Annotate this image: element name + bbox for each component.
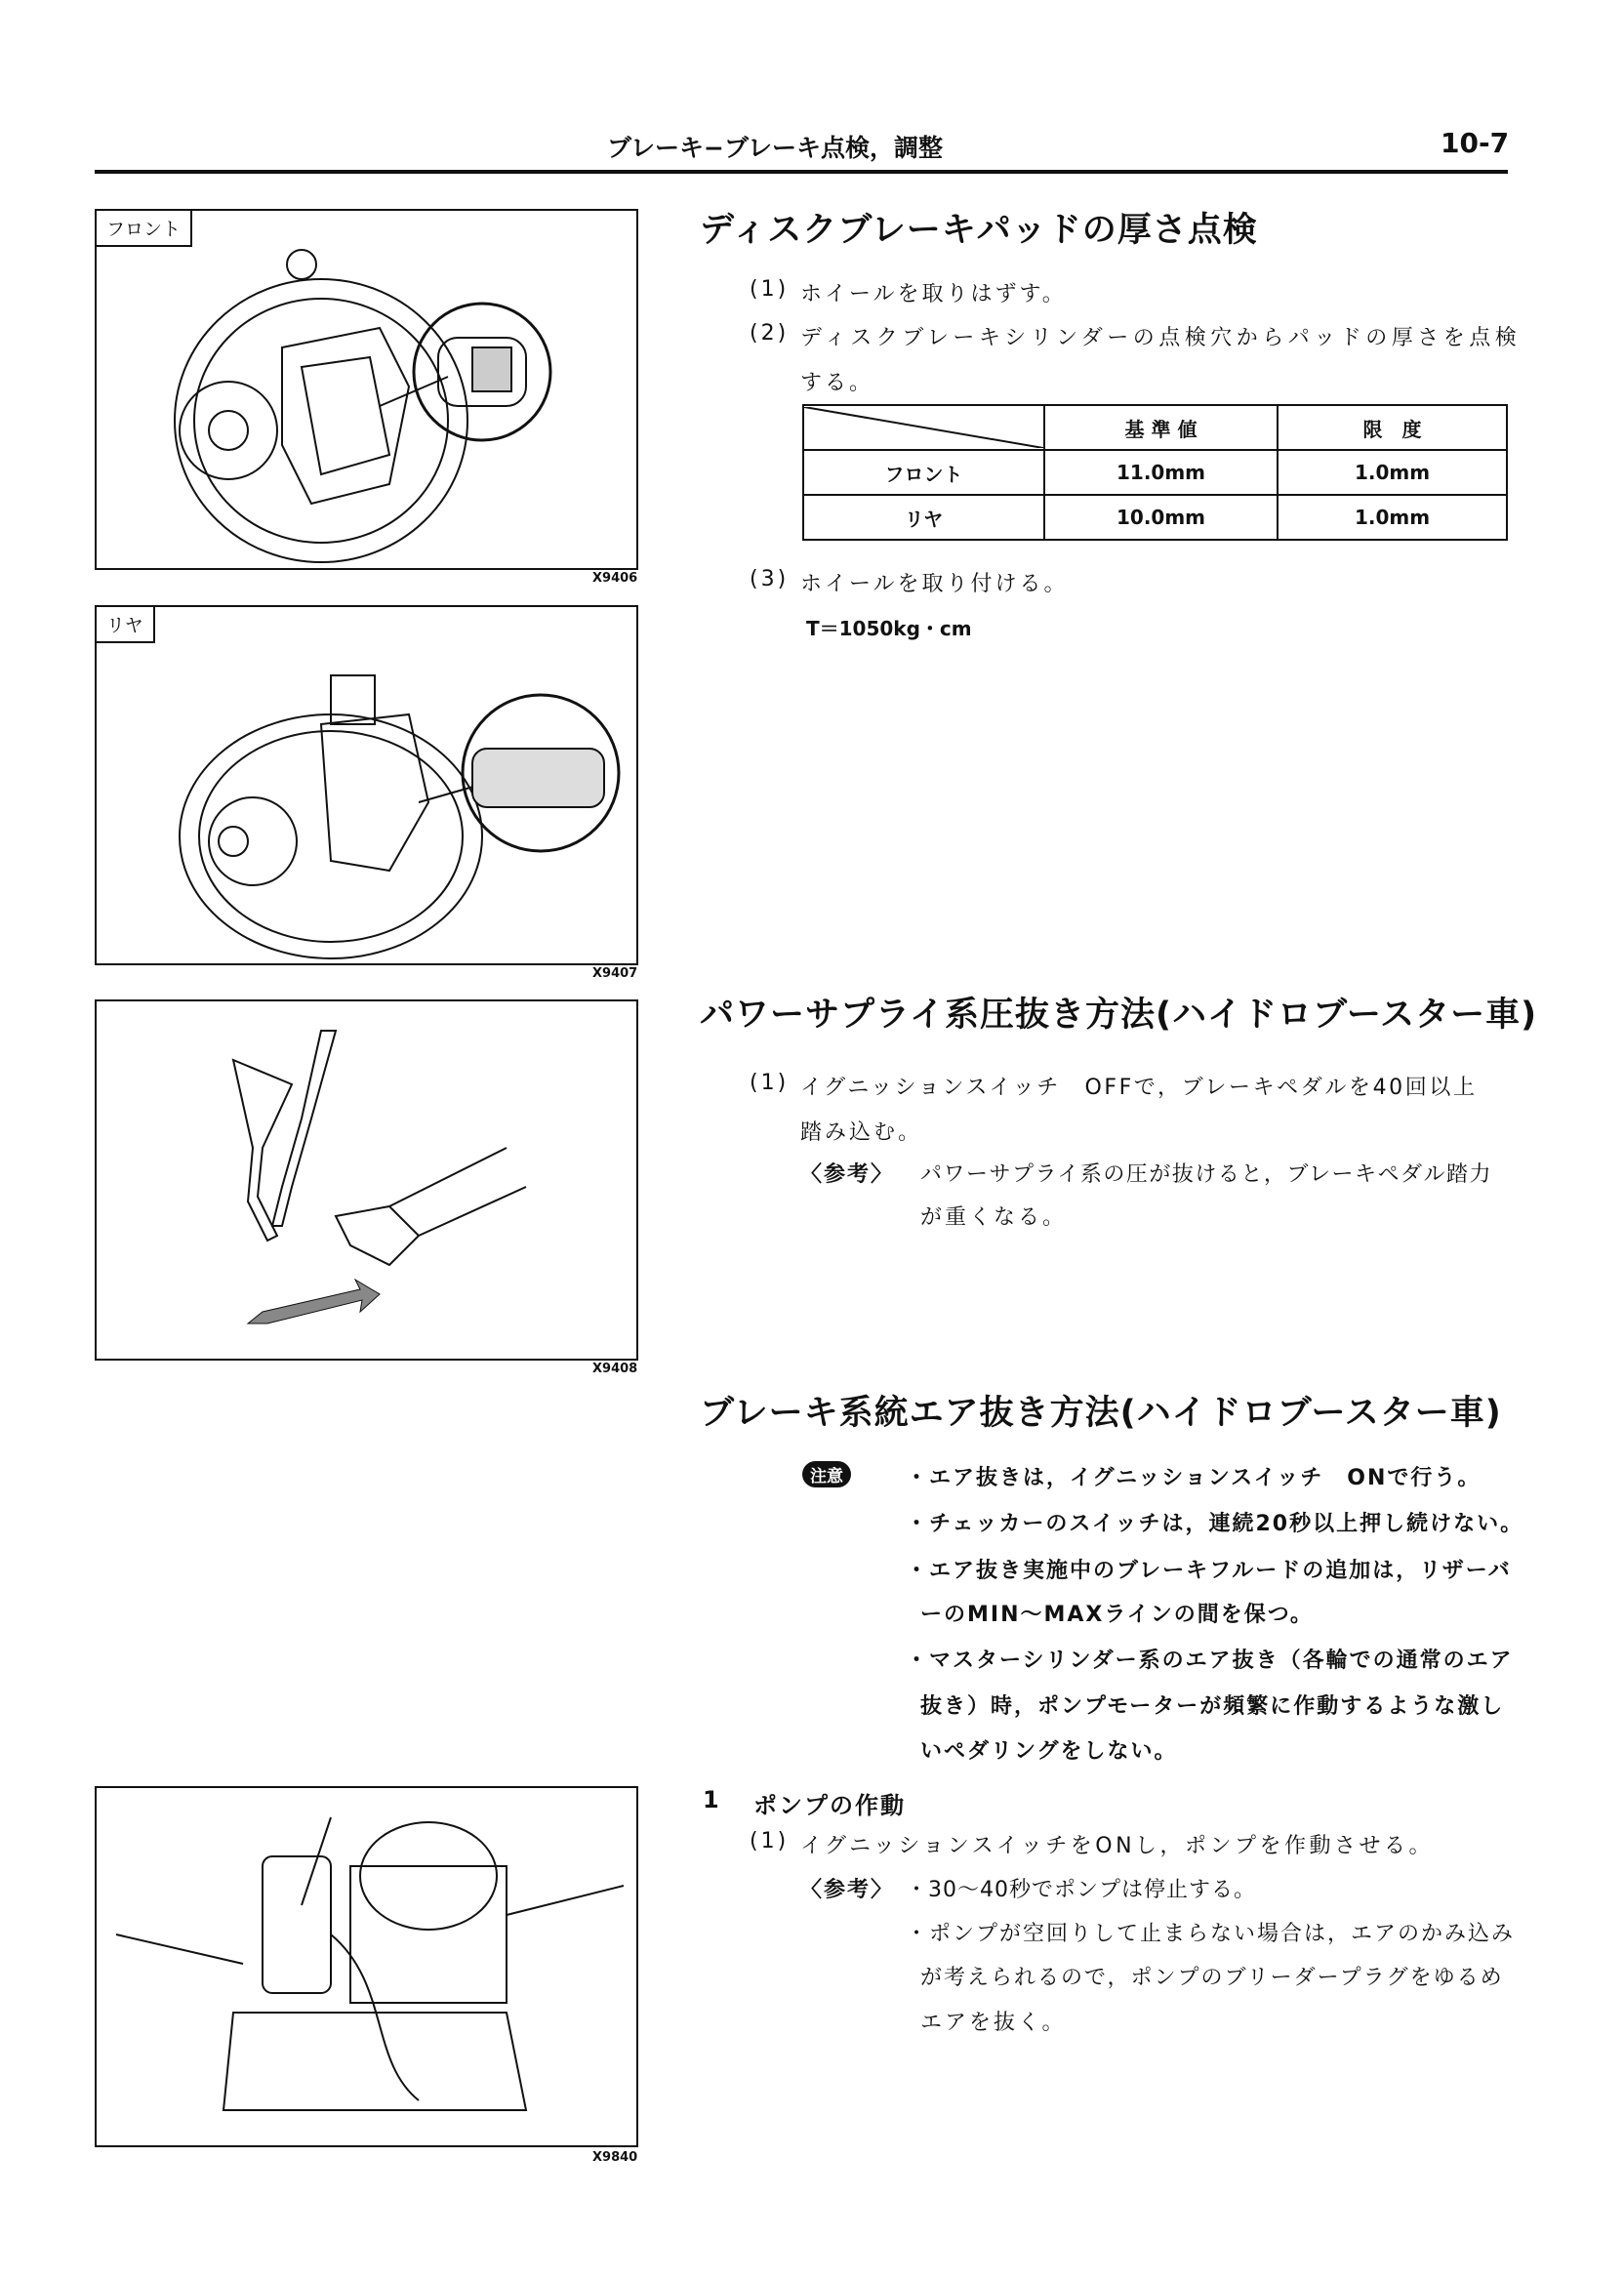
step-number: (1): [750, 1829, 790, 1853]
section-heading: パワーサプライ系圧抜き方法(ハイドロブースター車): [700, 996, 1538, 1035]
caution-note: ・マスターシリンダー系のエア抜き（各輪での通常のエア: [906, 1649, 1514, 1673]
section-heading: ディスクブレーキパッドの厚さ点検: [700, 211, 1258, 250]
torque-spec: T＝1050kg・cm: [806, 617, 972, 640]
table-row: [803, 450, 1507, 495]
step-text: ホイールを取りはずす。: [800, 282, 1067, 306]
front-disc-brake-illustration: [97, 211, 636, 568]
reference-label: 〈参考〉: [800, 1878, 895, 1902]
caution-note: ・チェッカーのスイッチは，連続20秒以上押し続けない。: [906, 1512, 1524, 1536]
front-brake-figure: [95, 209, 638, 570]
header-rule: [95, 170, 1508, 174]
diagonal-cell: [803, 405, 1044, 450]
header-limit: 限 度: [1278, 405, 1507, 450]
pad-thickness-table: [802, 404, 1508, 541]
step-text-cont: する。: [800, 371, 874, 395]
step-text: イグニッションスイッチをONし，ポンプを作動させる。: [800, 1834, 1435, 1858]
brake-pedal-illustration: [97, 1001, 636, 1359]
step-number: (2): [750, 321, 790, 346]
figure-code: X9408: [592, 1362, 638, 1376]
row-label: リヤ: [803, 495, 1044, 540]
row-label: フロント: [803, 450, 1044, 495]
caution-badge: 注意: [802, 1461, 851, 1487]
step-text-cont: 踏み込む。: [800, 1120, 923, 1145]
reference-text: パワーサプライ系の圧が抜けると，ブレーキペダル踏力: [920, 1162, 1492, 1187]
table-row: [803, 495, 1507, 540]
hydraulic-pump-illustration: [97, 1788, 636, 2145]
step-number: (1): [750, 1071, 790, 1095]
reference-item: ・ポンプが空回りして止まらない場合は，エアのかみ込み: [906, 1922, 1516, 1946]
pump-figure: [95, 1786, 638, 2147]
figure-code: X9407: [592, 966, 638, 981]
reference-label: 〈参考〉: [800, 1162, 895, 1187]
subsection-number: 1: [703, 1786, 721, 1813]
step-number: (1): [750, 277, 790, 302]
cell-standard: 10.0mm: [1044, 495, 1278, 540]
header-title: ブレーキ−ブレーキ点検，調整: [607, 134, 943, 162]
cell-limit: 1.0mm: [1278, 450, 1507, 495]
header-standard: 基 準 値: [1044, 405, 1278, 450]
figure-code: X9840: [592, 2150, 638, 2165]
page-number: 10-7: [1441, 127, 1510, 159]
reference-text-cont: が重くなる。: [920, 1205, 1068, 1230]
table-header-row: [803, 405, 1507, 450]
rear-disc-brake-illustration: [97, 607, 636, 963]
brake-pedal-figure: [95, 999, 638, 1361]
caution-note: ・エア抜き実施中のブレーキフルードの追加は，リザーバ: [906, 1559, 1512, 1583]
cell-standard: 11.0mm: [1044, 450, 1278, 495]
subsection-heading: ポンプの作動: [753, 1792, 906, 1819]
figure-label: リヤ: [97, 607, 155, 643]
step-text: ホイールを取り付ける。: [800, 572, 1069, 596]
reference-item-cont: エアを抜く。: [920, 2011, 1067, 2035]
reference-item-cont: が考えられるので，ポンプのブリーダープラグをゆるめ: [920, 1966, 1504, 1990]
caution-note-cont: ーのMIN〜MAXラインの間を保つ。: [920, 1603, 1314, 1627]
caution-note-cont: いペダリングをしない。: [920, 1739, 1178, 1764]
figure-code: X9406: [592, 571, 638, 586]
caution-note: ・エア抜きは，イグニッションスイッチ ONで行う。: [906, 1466, 1482, 1490]
cell-limit: 1.0mm: [1278, 495, 1507, 540]
caution-note-cont: 抜き）時，ポンプモーターが頻繁に作動するような激し: [920, 1694, 1505, 1719]
section-heading: ブレーキ系統エア抜き方法(ハイドロブースター車): [700, 1394, 1502, 1433]
step-text: イグニッションスイッチ OFFで，ブレーキペダルを40回以上: [800, 1076, 1478, 1100]
step-text: ディスクブレーキシリンダーの点検穴からパッドの厚さを点検: [800, 326, 1522, 350]
rear-brake-figure: [95, 605, 638, 965]
figure-label: フロント: [97, 211, 192, 247]
reference-item: ・30〜40秒でポンプは停止する。: [906, 1878, 1256, 1902]
step-number: (3): [750, 567, 790, 591]
